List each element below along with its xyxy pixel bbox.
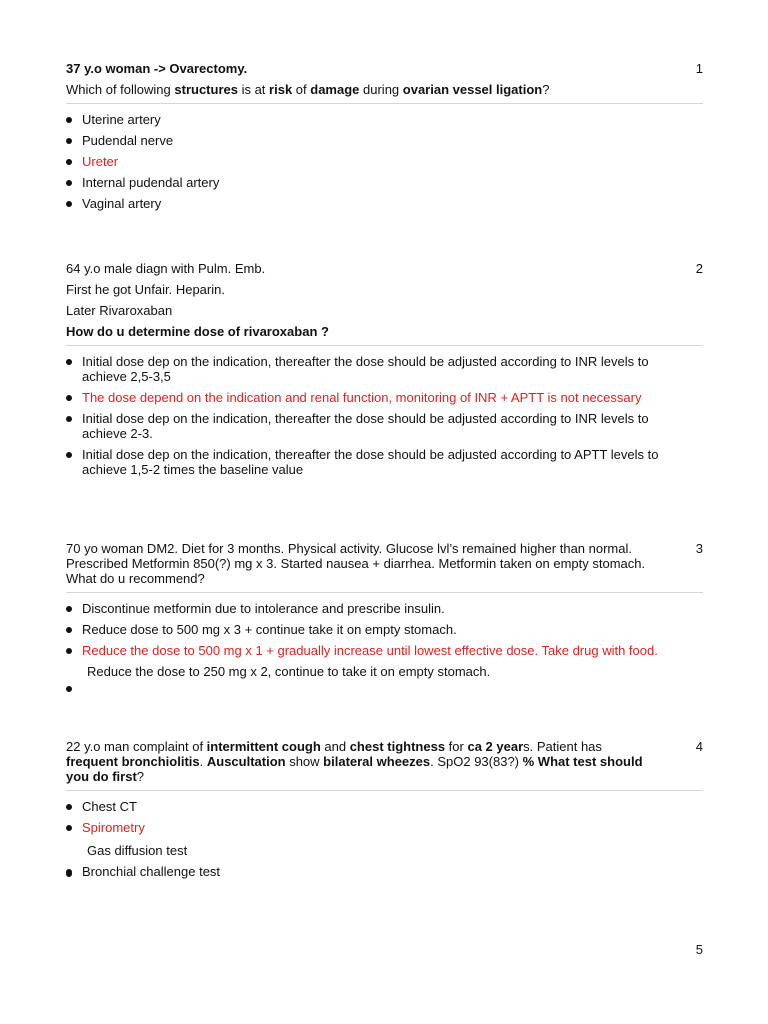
- stem-line: [66, 739, 656, 784]
- stem-emphasis: structures: [174, 82, 238, 97]
- stem-emphasis: 37 y.o woman -> Ovarectomy.: [66, 61, 248, 76]
- option-text: Spirometry: [82, 820, 145, 835]
- stem-emphasis: frequent bronchiolitis: [66, 754, 200, 769]
- stem-line: [66, 303, 656, 318]
- stem-text: show: [285, 754, 324, 769]
- answer-option: [66, 841, 672, 858]
- stem-line: [66, 261, 656, 276]
- question-2: [66, 261, 703, 483]
- answer-option: [66, 799, 672, 814]
- answer-options: [66, 112, 703, 211]
- answer-option: [66, 622, 672, 637]
- question-stem: [66, 261, 656, 339]
- answer-option: [66, 664, 672, 694]
- option-text: Chest CT: [82, 799, 137, 814]
- stem-emphasis: ovarian vessel ligation: [402, 82, 543, 97]
- option-text: Pudendal nerve: [82, 133, 174, 148]
- bullet-icon: [66, 359, 72, 365]
- option-text: Initial dose dep on the indication, thereafter the dose should be adjusted according to APTT levels to achieve 1,5-2 times the baseline value: [82, 447, 659, 477]
- stem-text: ?: [136, 769, 145, 784]
- bullet-icon: [66, 869, 72, 875]
- question-number: 1: [695, 61, 703, 76]
- option-text: The dose depend on the indication and renal function, monitoring of INR + APTT is not necessary: [82, 390, 642, 405]
- stem-emphasis: chest tightness: [349, 739, 446, 754]
- stem-text: .: [199, 754, 207, 769]
- stem-line: [66, 282, 656, 297]
- stem-text: Which of following: [66, 82, 175, 97]
- option-text: Reduce the dose to 500 mg x 1 + gradually increase until lowest effective dose. Take drug with food.: [82, 643, 658, 658]
- stem-emphasis: risk: [269, 82, 293, 97]
- question-stem: [66, 61, 656, 97]
- stem-text: and: [320, 739, 350, 754]
- correct-answer-option: [66, 820, 672, 835]
- bullet-icon: [66, 159, 72, 165]
- stem-emphasis: Auscultation: [206, 754, 286, 769]
- option-text: Ureter: [82, 154, 119, 169]
- stem-emphasis: ca 2 year: [467, 739, 524, 754]
- question-4: [66, 739, 703, 885]
- page-number: 5: [695, 942, 703, 957]
- bullet-icon: [66, 648, 72, 654]
- stem-text: 64 y.o male diagn with Pulm. Emb.: [66, 261, 266, 276]
- question-number: 4: [695, 739, 703, 754]
- answer-option: [66, 175, 672, 190]
- stem-text: ?: [542, 82, 550, 97]
- bullet-icon: [66, 804, 72, 810]
- answer-option: [66, 447, 672, 477]
- option-text: Discontinue metformin due to intolerance and prescribe insulin.: [82, 601, 445, 616]
- stem-text: First he got Unfair. Heparin.: [66, 282, 225, 297]
- correct-answer-option: [66, 154, 672, 169]
- option-text: Reduce the dose to 250 mg x 2, continue to take it on empty stomach.: [87, 664, 491, 679]
- answer-option: [66, 864, 672, 879]
- option-text: Bronchial challenge test: [82, 864, 221, 879]
- answer-options: [66, 601, 703, 694]
- stem-line: [66, 324, 656, 339]
- bullet-icon: [66, 825, 72, 831]
- question-3: [66, 541, 703, 700]
- answer-option: [66, 112, 672, 127]
- bullet-icon: [66, 627, 72, 633]
- stem-emphasis: damage: [310, 82, 360, 97]
- option-text: Uterine artery: [82, 112, 161, 127]
- bullet-icon: [66, 686, 72, 692]
- bullet-icon: [66, 201, 72, 207]
- stem-text: s. Patient has: [523, 739, 602, 754]
- answer-option: [66, 411, 672, 441]
- answer-option: [66, 354, 672, 384]
- divider: [66, 592, 703, 593]
- answer-option: [66, 196, 672, 211]
- answer-option: [66, 133, 672, 148]
- option-text: Gas diffusion test: [87, 843, 188, 858]
- stem-text: 70 yo woman DM2. Diet for 3 months. Physical activity. Glucose lvl’s remained higher than normal. Prescribed Metformin 850(?) mg x 3. Started nausea + diarrhea. Metformin taken on empty stomach. What do u recommend?: [66, 541, 646, 586]
- bullet-icon: [66, 138, 72, 144]
- question-number: 3: [695, 541, 703, 556]
- divider: [66, 345, 703, 346]
- stem-line: [66, 82, 656, 97]
- bullet-icon: [66, 180, 72, 186]
- bullet-icon: [66, 452, 72, 458]
- bullet-icon: [66, 395, 72, 401]
- stem-text: of: [292, 82, 311, 97]
- stem-line: [66, 541, 656, 586]
- stem-emphasis: intermittent cough: [206, 739, 321, 754]
- question-stem: [66, 541, 656, 586]
- stem-emphasis: How do u determine dose of rivaroxaban ?: [66, 324, 329, 339]
- question-stem: [66, 739, 656, 784]
- option-text: Reduce dose to 500 mg x 3 + continue take it on empty stomach.: [82, 622, 457, 637]
- answer-options: [66, 799, 703, 879]
- stem-text: for: [445, 739, 468, 754]
- bullet-icon: [66, 117, 72, 123]
- option-text: Vaginal artery: [82, 196, 162, 211]
- stem-text: . SpO2 93(83?): [430, 754, 523, 769]
- bullet-icon: [66, 606, 72, 612]
- correct-answer-option: [66, 390, 672, 405]
- option-text: Initial dose dep on the indication, thereafter the dose should be adjusted according to INR levels to achieve 2-3.: [82, 411, 649, 441]
- stem-text: 22 y.o man complaint of: [66, 739, 207, 754]
- question-number: 2: [695, 261, 703, 276]
- stem-text: is at: [237, 82, 270, 97]
- divider: [66, 790, 703, 791]
- divider: [66, 103, 703, 104]
- correct-answer-option: [66, 643, 672, 658]
- answer-option: [66, 601, 672, 616]
- bullet-icon: [66, 416, 72, 422]
- question-1: [66, 61, 703, 217]
- stem-emphasis: % What test should you do first: [66, 754, 643, 784]
- stem-emphasis: bilateral wheezes: [323, 754, 431, 769]
- answer-options: [66, 354, 703, 477]
- stem-line: [66, 61, 656, 76]
- stem-text: Later Rivaroxaban: [66, 303, 173, 318]
- option-text: Internal pudendal artery: [82, 175, 220, 190]
- option-text: Initial dose dep on the indication, thereafter the dose should be adjusted according to INR levels to achieve 2,5-3,5: [82, 354, 649, 384]
- stem-text: during: [359, 82, 403, 97]
